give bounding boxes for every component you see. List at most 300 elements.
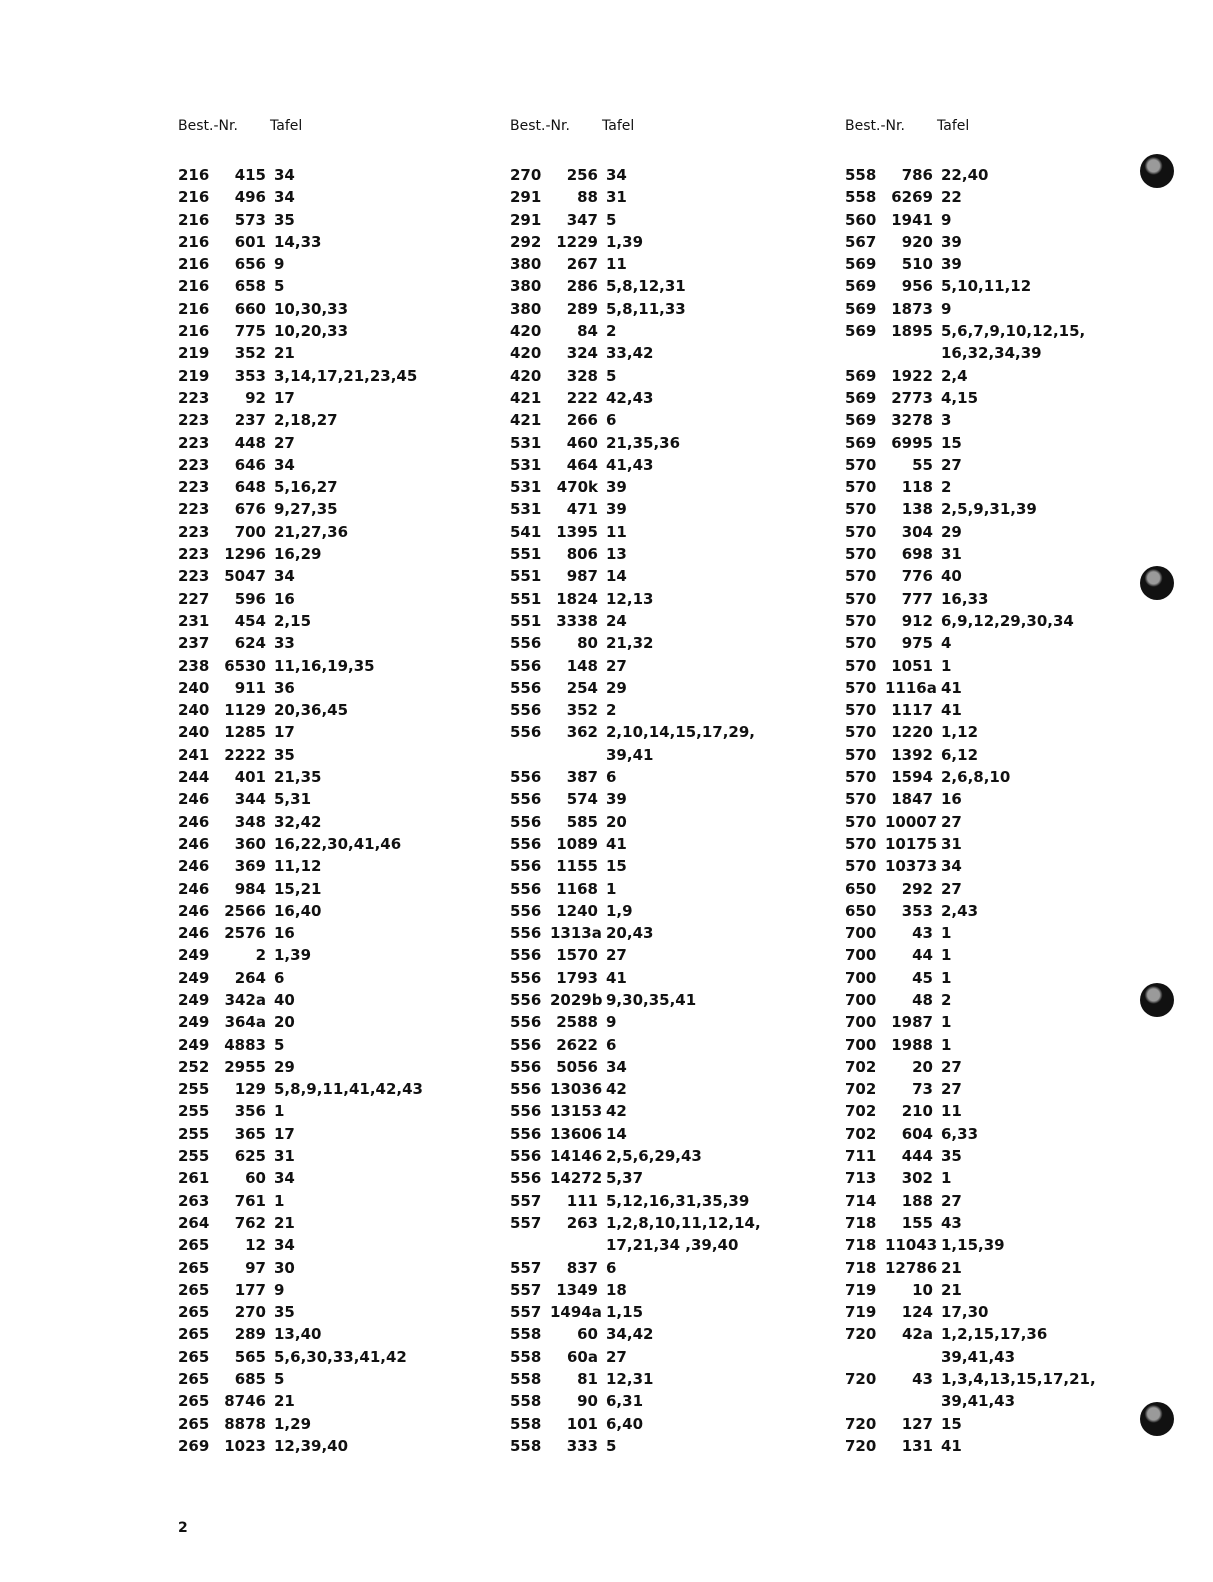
- bestnr-prefix: 569: [845, 433, 877, 452]
- table-row: [845, 677, 1145, 699]
- bestnr-number: 42a: [902, 1325, 933, 1344]
- tafel-list: 41,43: [606, 455, 654, 474]
- table-row: [510, 1034, 810, 1056]
- table-row: [845, 1279, 1145, 1301]
- tafel-list: 5: [274, 1370, 285, 1389]
- header-tafel: Tafel: [937, 118, 970, 134]
- table-row: [845, 1123, 1145, 1145]
- table-row: [510, 253, 810, 275]
- bestnr-number: 2: [255, 946, 266, 965]
- bestnr-prefix: 241: [178, 745, 210, 764]
- header-tafel: Tafel: [602, 118, 635, 134]
- bestnr-number: 470k: [556, 478, 598, 497]
- bestnr-prefix: 700: [845, 968, 877, 987]
- table-row: [845, 432, 1145, 454]
- table-row: [510, 1435, 810, 1457]
- punch-hole-icon: [1140, 154, 1174, 188]
- bestnr-prefix: 556: [510, 1057, 542, 1076]
- bestnr-prefix: 557: [510, 1213, 542, 1232]
- table-row: [178, 967, 478, 989]
- table-row: [178, 1100, 478, 1122]
- table-row: [510, 588, 810, 610]
- table-row: [178, 186, 478, 208]
- bestnr-prefix: 219: [178, 366, 210, 385]
- bestnr-number: 1494a: [550, 1303, 602, 1322]
- bestnr-prefix: 531: [510, 500, 542, 519]
- tafel-list: 21: [941, 1258, 962, 1277]
- table-row: [510, 1413, 810, 1435]
- tafel-list: 12,31: [606, 1370, 654, 1389]
- bestnr-prefix: 223: [178, 522, 210, 541]
- tafel-list: 5,12,16,31,35,39: [606, 1191, 750, 1210]
- tafel-list: 4,15: [941, 388, 979, 407]
- table-row: [845, 186, 1145, 208]
- tafel-list: 33,42: [606, 344, 654, 363]
- tafel-list: 6,31: [606, 1392, 644, 1411]
- bestnr-prefix: 246: [178, 857, 210, 876]
- table-row: [178, 811, 478, 833]
- table-row: [178, 922, 478, 944]
- table-row: [178, 878, 478, 900]
- bestnr-number: 496: [234, 188, 266, 207]
- bestnr-prefix: 380: [510, 255, 542, 274]
- bestnr-number: 81: [577, 1370, 598, 1389]
- bestnr-prefix: 231: [178, 611, 210, 630]
- bestnr-prefix: 420: [510, 322, 542, 341]
- bestnr-prefix: 556: [510, 1080, 542, 1099]
- column-header: [845, 118, 1145, 138]
- table-row: [845, 855, 1145, 877]
- tafel-list: 9: [606, 1013, 617, 1032]
- tafel-list: 41: [941, 1436, 962, 1455]
- bestnr-prefix: 216: [178, 322, 210, 341]
- tafel-list: 2: [941, 990, 952, 1009]
- table-row: [510, 1301, 810, 1323]
- bestnr-number: 254: [566, 678, 598, 697]
- tafel-list: 5,8,12,31: [606, 277, 686, 296]
- tafel-list: 41: [606, 968, 627, 987]
- table-row: [845, 298, 1145, 320]
- table-row: [178, 677, 478, 699]
- bestnr-prefix: 249: [178, 946, 210, 965]
- bestnr-prefix: 223: [178, 455, 210, 474]
- bestnr-number: 127: [901, 1414, 933, 1433]
- bestnr-number: 1988: [891, 1035, 933, 1054]
- bestnr-prefix: 719: [845, 1280, 877, 1299]
- table-row: [845, 320, 1145, 342]
- table-row: [510, 855, 810, 877]
- tafel-list: 20,36,45: [274, 701, 349, 720]
- bestnr-prefix: 556: [510, 901, 542, 920]
- table-row: [845, 387, 1145, 409]
- bestnr-number: 1168: [556, 879, 598, 898]
- table-row: [845, 231, 1145, 253]
- bestnr-prefix: 720: [845, 1436, 877, 1455]
- bestnr-number: 45: [912, 968, 933, 987]
- tafel-list: 15: [606, 857, 627, 876]
- bestnr-number: 1570: [556, 946, 598, 965]
- bestnr-prefix: 531: [510, 433, 542, 452]
- tafel-list: 9,27,35: [274, 500, 338, 519]
- bestnr-number: 5047: [224, 567, 266, 586]
- tafel-list: 21: [941, 1280, 962, 1299]
- bestnr-prefix: 551: [510, 567, 542, 586]
- bestnr-prefix: 570: [845, 812, 877, 831]
- table-row: [845, 365, 1145, 387]
- table-row: [178, 521, 478, 543]
- table-row: [178, 342, 478, 364]
- bestnr-number: 84: [577, 322, 598, 341]
- bestnr-number: 55: [912, 455, 933, 474]
- tafel-list: 39,41: [606, 745, 654, 764]
- bestnr-number: 256: [566, 166, 598, 184]
- table-row: [510, 878, 810, 900]
- table-row: [845, 967, 1145, 989]
- bestnr-prefix: 556: [510, 924, 542, 943]
- table-row: [178, 632, 478, 654]
- table-row: [510, 454, 810, 476]
- tafel-list: 10,20,33: [274, 322, 349, 341]
- tafel-list: 1: [606, 879, 617, 898]
- tafel-list: 31: [941, 834, 962, 853]
- table-row: [510, 1346, 810, 1368]
- bestnr-number: 13606: [550, 1124, 603, 1143]
- bestnr-prefix: 246: [178, 924, 210, 943]
- bestnr-prefix: 420: [510, 344, 542, 363]
- bestnr-number: 12786: [885, 1258, 938, 1277]
- bestnr-prefix: 223: [178, 433, 210, 452]
- bestnr-number: 364a: [224, 1013, 266, 1032]
- table-row: [178, 900, 478, 922]
- bestnr-number: 328: [566, 366, 598, 385]
- tafel-list: 16: [941, 790, 962, 809]
- table-row: [510, 610, 810, 632]
- tafel-list: 20: [606, 812, 627, 831]
- tafel-list: 3,14,17,21,23,45: [274, 366, 418, 385]
- bestnr-number: 10: [912, 1280, 933, 1299]
- table-row: [845, 164, 1145, 186]
- table-row: [510, 1167, 810, 1189]
- bestnr-prefix: 560: [845, 210, 877, 229]
- bestnr-number: 6995: [891, 433, 933, 452]
- bestnr-prefix: 216: [178, 277, 210, 296]
- bestnr-prefix: 263: [178, 1191, 210, 1210]
- table-row: [510, 766, 810, 788]
- bestnr-prefix: 558: [510, 1436, 542, 1455]
- table-row: [845, 922, 1145, 944]
- bestnr-prefix: 556: [510, 1035, 542, 1054]
- bestnr-number: 1155: [556, 857, 598, 876]
- bestnr-prefix: 702: [845, 1102, 877, 1121]
- tafel-list: 34: [274, 1236, 295, 1255]
- tafel-list: 39: [606, 500, 627, 519]
- bestnr-prefix: 551: [510, 545, 542, 564]
- bestnr-prefix: 240: [178, 701, 210, 720]
- bestnr-number: 263: [566, 1213, 598, 1232]
- tafel-list: 34: [274, 188, 295, 207]
- bestnr-prefix: 569: [845, 322, 877, 341]
- table-row: [510, 1323, 810, 1345]
- tafel-list: 11,12: [274, 857, 322, 876]
- bestnr-number: 304: [901, 522, 933, 541]
- table-row: [510, 498, 810, 520]
- tafel-list: 41: [941, 701, 962, 720]
- tafel-list: 1,3,4,13,15,17,21,: [941, 1370, 1096, 1389]
- bestnr-number: 2588: [556, 1013, 598, 1032]
- table-row: [845, 833, 1145, 855]
- bestnr-number: 155: [901, 1213, 933, 1232]
- bestnr-prefix: 219: [178, 344, 210, 363]
- table-row: [510, 1100, 810, 1122]
- bestnr-number: 129: [234, 1080, 266, 1099]
- table-row: [845, 610, 1145, 632]
- bestnr-prefix: 569: [845, 277, 877, 296]
- bestnr-number: 266: [566, 411, 598, 430]
- table-row: [845, 1212, 1145, 1234]
- tafel-list: 5: [606, 1436, 617, 1455]
- bestnr-prefix: 291: [510, 210, 542, 229]
- table-row: [178, 365, 478, 387]
- tafel-list: 21,27,36: [274, 522, 349, 541]
- bestnr-prefix: 556: [510, 857, 542, 876]
- table-row: [845, 1190, 1145, 1212]
- tafel-list: 15: [941, 1414, 962, 1433]
- bestnr-prefix: 240: [178, 678, 210, 697]
- bestnr-prefix: 255: [178, 1147, 210, 1166]
- tafel-list: 2,4: [941, 366, 968, 385]
- table-row: [845, 1034, 1145, 1056]
- tafel-list: 35: [274, 210, 295, 229]
- bestnr-number: 956: [901, 277, 933, 296]
- table-row: [845, 1234, 1145, 1256]
- bestnr-prefix: 216: [178, 166, 210, 184]
- table-row: [178, 1123, 478, 1145]
- bestnr-number: 1824: [556, 589, 598, 608]
- bestnr-number: 88: [577, 188, 598, 207]
- table-row: [510, 1011, 810, 1033]
- bestnr-prefix: 255: [178, 1102, 210, 1121]
- column-header: [510, 118, 810, 138]
- bestnr-prefix: 556: [510, 634, 542, 653]
- tafel-list: 14: [606, 567, 627, 586]
- table-row: [510, 298, 810, 320]
- bestnr-prefix: 569: [845, 255, 877, 274]
- bestnr-prefix: 557: [510, 1303, 542, 1322]
- bestnr-number: 97: [245, 1258, 266, 1277]
- tafel-list: 6: [606, 1258, 617, 1277]
- table-row: [510, 209, 810, 231]
- bestnr-number: 353: [234, 366, 266, 385]
- bestnr-number: 347: [566, 210, 598, 229]
- bestnr-prefix: 570: [845, 567, 877, 586]
- table-row: [178, 320, 478, 342]
- bestnr-prefix: 556: [510, 723, 542, 742]
- bestnr-prefix: 380: [510, 277, 542, 296]
- bestnr-number: 352: [566, 701, 598, 720]
- bestnr-prefix: 558: [845, 166, 877, 184]
- tafel-list: 20,43: [606, 924, 654, 943]
- bestnr-number: 698: [901, 545, 933, 564]
- table-row: [510, 655, 810, 677]
- tafel-list: 20: [274, 1013, 295, 1032]
- tafel-list: 17,21,34 ,39,40: [606, 1236, 739, 1255]
- bestnr-prefix: 714: [845, 1191, 877, 1210]
- tafel-list: 39: [606, 478, 627, 497]
- tafel-list: 41: [941, 678, 962, 697]
- table-row: [510, 788, 810, 810]
- bestnr-number: 270: [234, 1303, 266, 1322]
- tafel-list: 1: [274, 1191, 285, 1210]
- bestnr-prefix: 556: [510, 790, 542, 809]
- tafel-list: 2,18,27: [274, 411, 338, 430]
- bestnr-prefix: 570: [845, 768, 877, 787]
- bestnr-number: 700: [234, 522, 266, 541]
- bestnr-prefix: 558: [510, 1370, 542, 1389]
- bestnr-number: 92: [245, 388, 266, 407]
- bestnr-number: 365: [234, 1124, 266, 1143]
- tafel-list: 5,10,11,12: [941, 277, 1032, 296]
- table-row: [510, 1279, 810, 1301]
- bestnr-prefix: 702: [845, 1124, 877, 1143]
- bestnr-prefix: 421: [510, 411, 542, 430]
- table-row: [845, 209, 1145, 231]
- bestnr-number: 264: [234, 968, 266, 987]
- tafel-list: 39,41,43: [941, 1347, 1016, 1366]
- table-row: [178, 1167, 478, 1189]
- tafel-list: 27: [941, 1191, 962, 1210]
- tafel-list: 5: [606, 366, 617, 385]
- table-row: [178, 1034, 478, 1056]
- bestnr-number: 761: [234, 1191, 266, 1210]
- bestnr-prefix: 216: [178, 210, 210, 229]
- bestnr-number: 1220: [891, 723, 933, 742]
- tafel-list: 1: [941, 1035, 952, 1054]
- tafel-list: 22: [941, 188, 962, 207]
- bestnr-prefix: 556: [510, 768, 542, 787]
- table-row: [845, 409, 1145, 431]
- tafel-list: 16: [274, 924, 295, 943]
- bestnr-number: 415: [234, 166, 266, 184]
- bestnr-number: 1987: [891, 1013, 933, 1032]
- bestnr-number: 1296: [224, 545, 266, 564]
- tafel-list: 1,29: [274, 1414, 312, 1433]
- table-row: [178, 1078, 478, 1100]
- table-row: [845, 342, 1145, 364]
- bestnr-number: 776: [901, 567, 933, 586]
- bestnr-prefix: 265: [178, 1236, 210, 1255]
- bestnr-number: 565: [234, 1347, 266, 1366]
- table-row: [510, 1234, 810, 1256]
- bestnr-number: 1116a: [885, 678, 937, 697]
- tafel-list: 5,8,9,11,41,42,43: [274, 1080, 423, 1099]
- tafel-list: 36: [274, 678, 295, 697]
- bestnr-number: 1229: [556, 232, 598, 251]
- tafel-list: 34: [274, 455, 295, 474]
- bestnr-prefix: 265: [178, 1414, 210, 1433]
- tafel-list: 29: [606, 678, 627, 697]
- bestnr-number: 222: [566, 388, 598, 407]
- tafel-list: 14: [606, 1124, 627, 1143]
- table-row: [510, 543, 810, 565]
- tafel-list: 39: [606, 790, 627, 809]
- bestnr-prefix: 556: [510, 1013, 542, 1032]
- bestnr-number: 1392: [891, 745, 933, 764]
- tafel-list: 6,9,12,29,30,34: [941, 611, 1074, 630]
- tafel-list: 34: [274, 567, 295, 586]
- table-row: [178, 788, 478, 810]
- bestnr-number: 604: [901, 1124, 933, 1143]
- bestnr-number: 984: [234, 879, 266, 898]
- table-row: [510, 365, 810, 387]
- bestnr-prefix: 246: [178, 834, 210, 853]
- bestnr-number: 90: [577, 1392, 598, 1411]
- tafel-list: 1: [941, 1013, 952, 1032]
- bestnr-prefix: 380: [510, 299, 542, 318]
- bestnr-number: 292: [901, 879, 933, 898]
- bestnr-prefix: 556: [510, 1169, 542, 1188]
- bestnr-prefix: 556: [510, 1147, 542, 1166]
- tafel-list: 9,30,35,41: [606, 990, 697, 1009]
- bestnr-prefix: 255: [178, 1124, 210, 1143]
- bestnr-prefix: 216: [178, 255, 210, 274]
- tafel-list: 31: [941, 545, 962, 564]
- table-row: [178, 989, 478, 1011]
- bestnr-prefix: 558: [845, 188, 877, 207]
- table-row: [178, 454, 478, 476]
- bestnr-number: 5056: [556, 1057, 598, 1076]
- bestnr-number: 333: [566, 1436, 598, 1455]
- table-row: [510, 565, 810, 587]
- tafel-list: 34: [606, 166, 627, 184]
- tafel-list: 29: [941, 522, 962, 541]
- tafel-list: 2,15: [274, 611, 312, 630]
- bestnr-number: 444: [901, 1147, 933, 1166]
- bestnr-number: 20: [912, 1057, 933, 1076]
- bestnr-number: 471: [566, 500, 598, 519]
- bestnr-prefix: 720: [845, 1325, 877, 1344]
- tafel-list: 39,41,43: [941, 1392, 1016, 1411]
- bestnr-prefix: 216: [178, 299, 210, 318]
- bestnr-number: 786: [901, 166, 933, 184]
- tafel-list: 13: [606, 545, 627, 564]
- tafel-list: 35: [274, 745, 295, 764]
- bestnr-number: 13153: [550, 1102, 603, 1121]
- bestnr-number: 210: [901, 1102, 933, 1121]
- table-row: [510, 432, 810, 454]
- bestnr-number: 676: [234, 500, 266, 519]
- tafel-list: 16,33: [941, 589, 989, 608]
- table-row: [845, 1390, 1145, 1412]
- bestnr-prefix: 223: [178, 411, 210, 430]
- bestnr-number: 2222: [224, 745, 266, 764]
- bestnr-prefix: 265: [178, 1347, 210, 1366]
- bestnr-number: 267: [566, 255, 598, 274]
- bestnr-prefix: 570: [845, 857, 877, 876]
- bestnr-prefix: 556: [510, 879, 542, 898]
- table-row: [510, 320, 810, 342]
- tafel-list: 27: [274, 433, 295, 452]
- punch-hole-icon: [1140, 566, 1174, 600]
- tafel-list: 21: [274, 344, 295, 363]
- tafel-list: 21,32: [606, 634, 654, 653]
- bestnr-number: 60: [245, 1169, 266, 1188]
- table-row: [845, 275, 1145, 297]
- tafel-list: 1,12: [941, 723, 979, 742]
- bestnr-number: 60: [577, 1325, 598, 1344]
- bestnr-number: 360: [234, 834, 266, 853]
- bestnr-number: 1873: [891, 299, 933, 318]
- tafel-list: 34: [274, 1169, 295, 1188]
